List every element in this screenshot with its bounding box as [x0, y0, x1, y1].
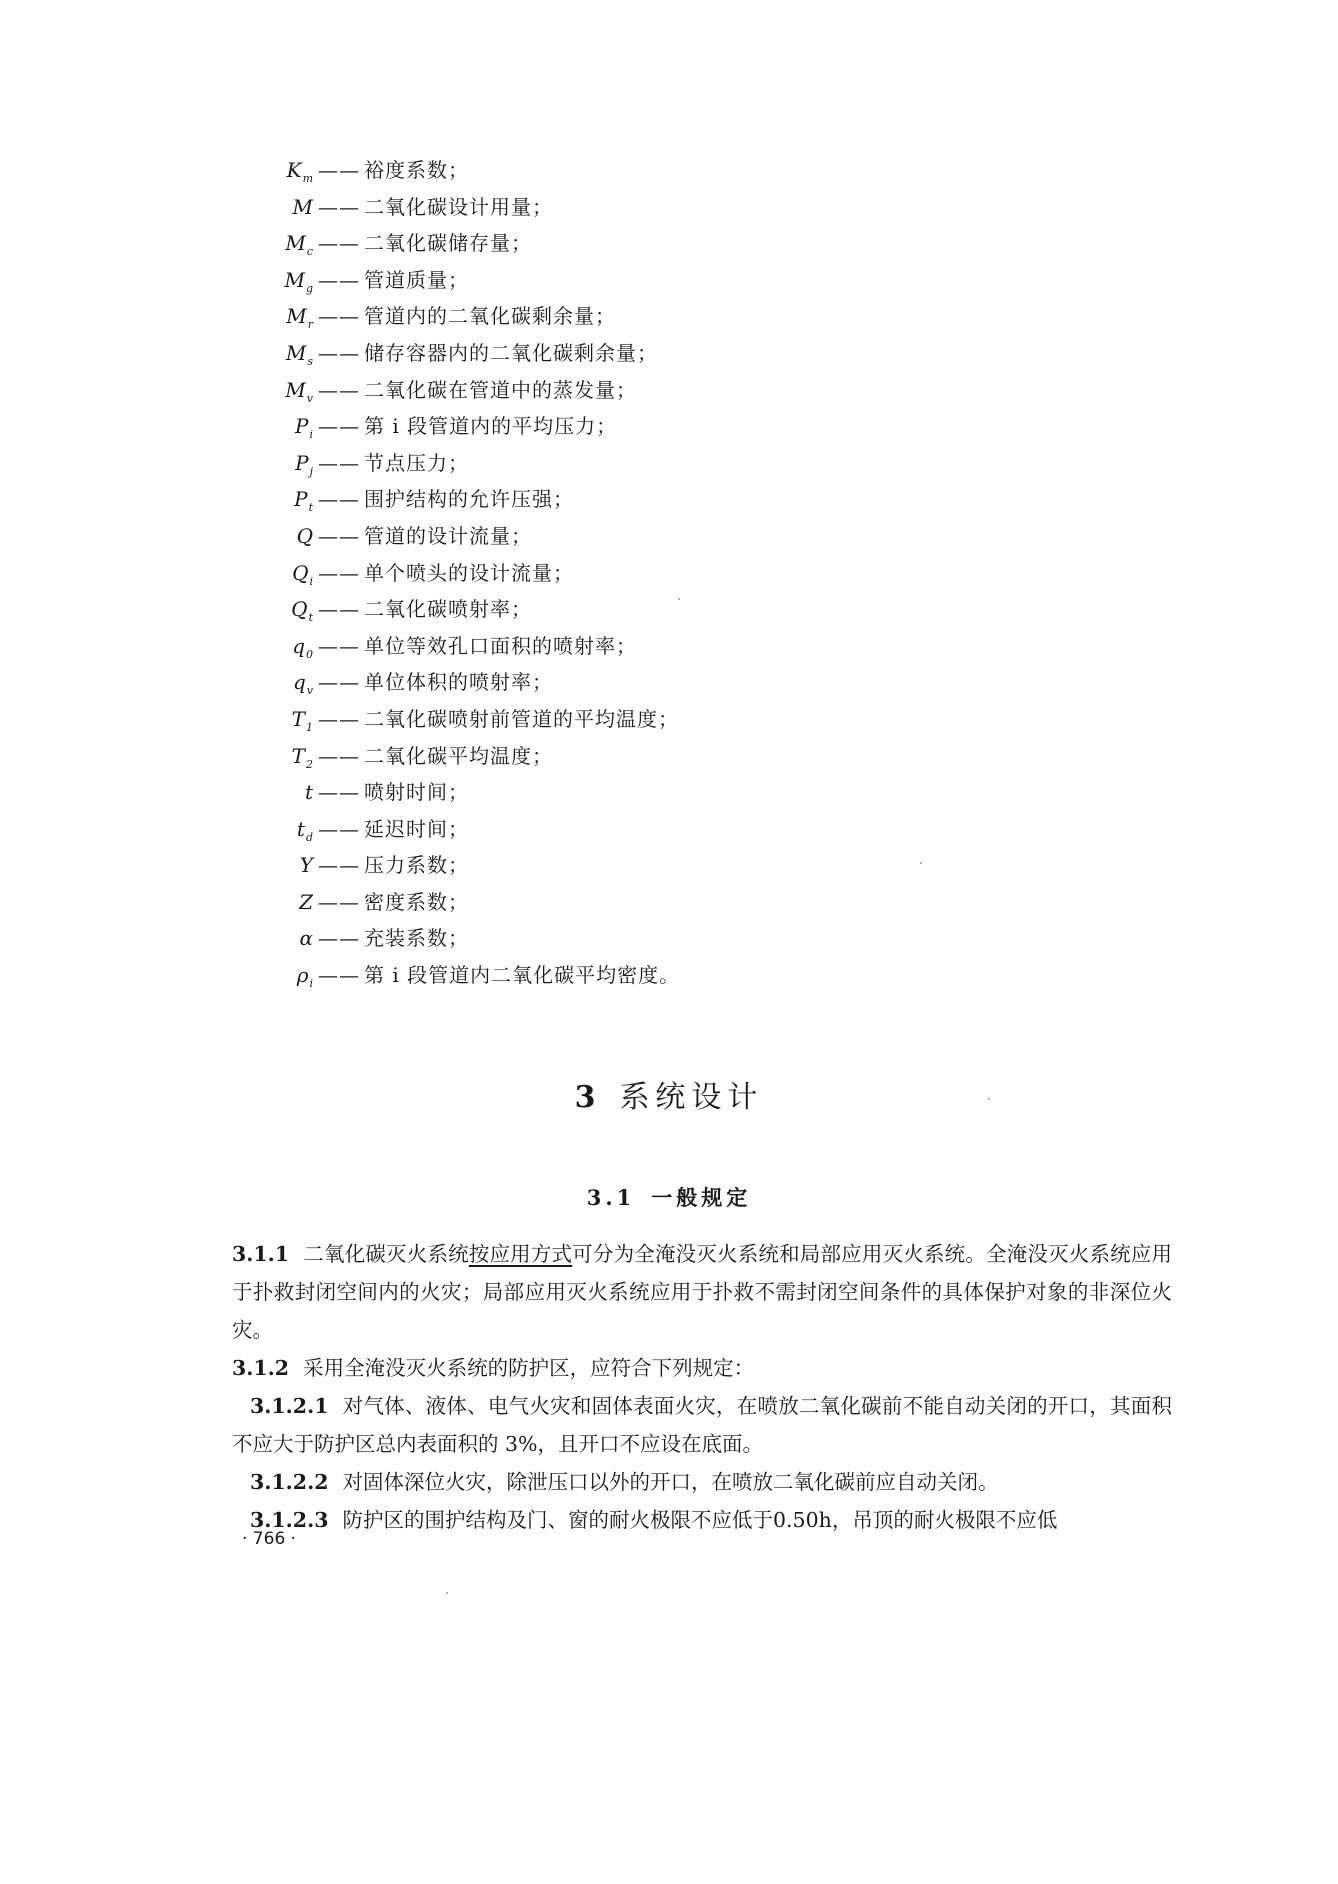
clause-3-1-1	[232, 1235, 1172, 1349]
clause-text-underlined: 按应用方式	[468, 1242, 573, 1266]
symbol-base: T	[291, 706, 306, 731]
symbol-dash: ——	[318, 889, 360, 914]
symbol-description: 密度系数；	[364, 889, 469, 914]
symbol-row	[242, 957, 942, 994]
symbol-description: 裕度系数；	[364, 158, 469, 182]
symbol-subscript: v	[306, 684, 314, 698]
symbol-subscript: r	[307, 318, 314, 332]
symbol-dash: ——	[318, 816, 360, 841]
clause-3-1-2	[232, 1349, 1172, 1387]
symbol-row	[242, 152, 942, 189]
symbol-dash: ——	[318, 743, 360, 768]
symbol-description: 二氧化碳喷射前管道的平均温度；	[364, 706, 679, 731]
symbol-description: 单个喷头的设计流量；	[364, 560, 574, 585]
symbol-base: α	[299, 926, 314, 951]
symbol-description: 第 i 段管道内二氧化碳平均密度。	[364, 963, 681, 988]
symbol-subscript: i	[309, 428, 314, 442]
symbol-base: t	[296, 816, 306, 841]
symbol-base: M	[284, 267, 306, 292]
symbol-dash: ——	[318, 304, 360, 329]
symbol-row	[242, 408, 942, 445]
symbol-row	[242, 591, 942, 628]
symbol-subscript: t	[308, 611, 314, 625]
symbol-row	[242, 189, 942, 226]
symbol-subscript: m	[302, 172, 314, 185]
symbol-description: 储存容器内的二氧化碳剩余量；	[364, 340, 658, 365]
symbol-row	[242, 372, 942, 409]
symbol	[242, 884, 314, 921]
symbol-dash: ——	[318, 963, 360, 988]
symbol-base: P	[295, 414, 310, 439]
symbol-description: 二氧化碳设计用量；	[364, 194, 553, 219]
symbol-base: Q	[296, 523, 314, 548]
symbol-subscript: t	[308, 501, 314, 515]
symbol-description: 节点压力；	[364, 450, 469, 475]
symbol-dash: ——	[318, 926, 360, 951]
symbol-subscript: g	[305, 281, 314, 295]
symbol-dash: ——	[318, 853, 360, 878]
symbol-description: 二氧化碳平均温度；	[364, 743, 553, 768]
clause-text: 对固体深位火灾，除泄压口以外的开口，在喷放二氧化碳前应自动关闭。	[342, 1470, 999, 1494]
symbol-base: M	[285, 377, 307, 402]
symbol-base: ρ	[296, 963, 310, 988]
symbol-row	[242, 555, 942, 592]
scan-speck	[678, 598, 680, 600]
symbol-subscript: 1	[306, 720, 314, 734]
symbol-row	[242, 335, 942, 372]
symbol	[242, 518, 314, 555]
symbol-base: M	[286, 304, 308, 329]
symbol-description: 二氧化碳储存量；	[364, 231, 532, 256]
clause-3-1-2-2	[232, 1463, 1172, 1501]
symbol	[242, 847, 314, 884]
symbol-subscript: s	[307, 354, 314, 368]
symbol-row	[242, 664, 942, 701]
symbol-description: 管道质量；	[364, 267, 469, 292]
scan-speck	[988, 1098, 990, 1100]
symbol-dash: ——	[318, 267, 360, 292]
symbol-base: t	[304, 780, 314, 805]
clause-3-1-2-1	[232, 1387, 1172, 1463]
symbol-description: 单位体积的喷射率；	[364, 670, 553, 695]
symbol-subscript: i	[309, 977, 314, 991]
symbol-base: M	[285, 340, 308, 365]
chapter-title	[0, 1072, 1338, 1116]
symbol-row	[242, 628, 942, 665]
scan-speck	[446, 1592, 448, 1594]
clause-text: 防护区的围护结构及门、窗的耐火极限不应低于0.50h，吊顶的耐火极限不应低	[342, 1508, 1058, 1532]
symbol-subscript: v	[306, 391, 314, 405]
clause-number: 3.1.2.3	[250, 1508, 329, 1532]
symbol-row	[242, 847, 942, 884]
page-number: · 766 ·	[242, 1529, 297, 1549]
symbol-description: 二氧化碳喷射率；	[364, 597, 532, 622]
symbol-description: 压力系数；	[364, 853, 469, 878]
symbol-dash: ——	[318, 706, 360, 731]
symbol-subscript: j	[309, 464, 314, 478]
symbol	[242, 957, 314, 1003]
symbol-base: q	[292, 633, 306, 658]
symbol-description: 围护结构的允许压强；	[364, 487, 574, 512]
symbol-dash: ——	[318, 487, 360, 512]
symbol	[242, 920, 314, 957]
symbol-row	[242, 225, 942, 262]
body-text	[232, 1235, 1172, 1539]
clause-text: 二氧化碳灭火系统	[303, 1242, 469, 1266]
clause-number: 3.1.1	[232, 1242, 290, 1266]
symbol-dash: ——	[318, 340, 360, 365]
symbol-dash: ——	[318, 670, 360, 695]
symbol-base: M	[285, 231, 307, 256]
symbol-description: 管道内的二氧化碳剩余量；	[364, 304, 616, 329]
symbol-description: 充装系数；	[364, 926, 469, 951]
symbol-row	[242, 481, 942, 518]
symbol-base: Q	[291, 597, 309, 622]
symbol-base: P	[295, 450, 310, 475]
section-title	[0, 1182, 1338, 1212]
symbol-base: T	[291, 743, 306, 768]
clause-3-1-2-3	[232, 1501, 1172, 1539]
symbol-base: Y	[299, 853, 314, 878]
symbol-row	[242, 774, 942, 811]
symbol-base: M	[292, 194, 314, 219]
symbol-description: 二氧化碳在管道中的蒸发量；	[364, 377, 637, 402]
symbol-row	[242, 738, 942, 775]
symbol-row	[242, 811, 942, 848]
symbol-subscript: 0	[306, 647, 314, 661]
clause-number: 3.1.2.1	[250, 1394, 329, 1418]
symbol-list	[242, 152, 942, 994]
symbol-subscript: 2	[306, 757, 314, 771]
symbol-dash: ——	[318, 414, 360, 439]
symbol-description: 单位等效孔口面积的喷射率；	[364, 633, 637, 658]
symbol-description: 管道的设计流量；	[364, 523, 532, 548]
symbol-dash: ——	[318, 597, 360, 622]
symbol-dash: ——	[318, 377, 360, 402]
clause-text: 采用全淹没灭火系统的防护区，应符合下列规定：	[303, 1356, 755, 1380]
symbol-row	[242, 920, 942, 957]
symbol-description: 第 i 段管道内的平均压力；	[364, 414, 618, 439]
symbol	[242, 189, 314, 226]
symbol-subscript: c	[306, 245, 314, 259]
chapter-title-text: 系统设计	[619, 1080, 764, 1115]
symbol-base: q	[292, 670, 307, 695]
symbol-dash: ——	[318, 633, 360, 658]
symbol-base: Z	[299, 889, 314, 914]
clause-number: 3.1.2.2	[250, 1470, 329, 1494]
clause-text: 对气体、液体、电气火灾和固体表面火灾，在喷放二氧化碳前不能自动关闭的开口，其面积不应大于防护区总内表面积的 3%，且开口不应设在底面。	[232, 1394, 1172, 1456]
symbol-row	[242, 298, 942, 335]
symbol-dash: ——	[318, 450, 360, 475]
symbol-dash: ——	[318, 231, 360, 256]
symbol	[242, 774, 314, 811]
symbol-row	[242, 445, 942, 482]
symbol-row	[242, 884, 942, 921]
symbol-dash: ——	[318, 560, 360, 585]
symbol-row	[242, 701, 942, 738]
chapter-number: 3	[574, 1080, 602, 1115]
symbol-row	[242, 262, 942, 299]
clause-number: 3.1.2	[232, 1356, 290, 1380]
symbol-dash: ——	[318, 523, 360, 548]
section-title-text: 一般规定	[651, 1186, 752, 1210]
symbol-dash: ——	[318, 158, 360, 182]
section-number: 3.1	[586, 1185, 636, 1210]
symbol-description: 喷射时间；	[364, 780, 469, 805]
scan-speck	[920, 862, 922, 864]
symbol-row	[242, 518, 942, 555]
clause-text: 可分为全淹没灭火系统和局部应用灭火系统。全淹没灭火系统应用于扑救封闭空间内的火灾；局部应用灭火系统应用于扑救不需封闭空间条件的具体保护对象的非深位火灾。	[232, 1242, 1173, 1342]
symbol-subscript: d	[305, 830, 314, 844]
symbol-base: Q	[292, 560, 310, 585]
symbol-description: 延迟时间；	[364, 816, 469, 841]
symbol-base: K	[286, 158, 303, 182]
symbol-dash: ——	[318, 780, 360, 805]
symbol-dash: ——	[318, 194, 360, 219]
symbol-subscript: i	[309, 574, 314, 588]
symbol-base: P	[294, 487, 309, 512]
